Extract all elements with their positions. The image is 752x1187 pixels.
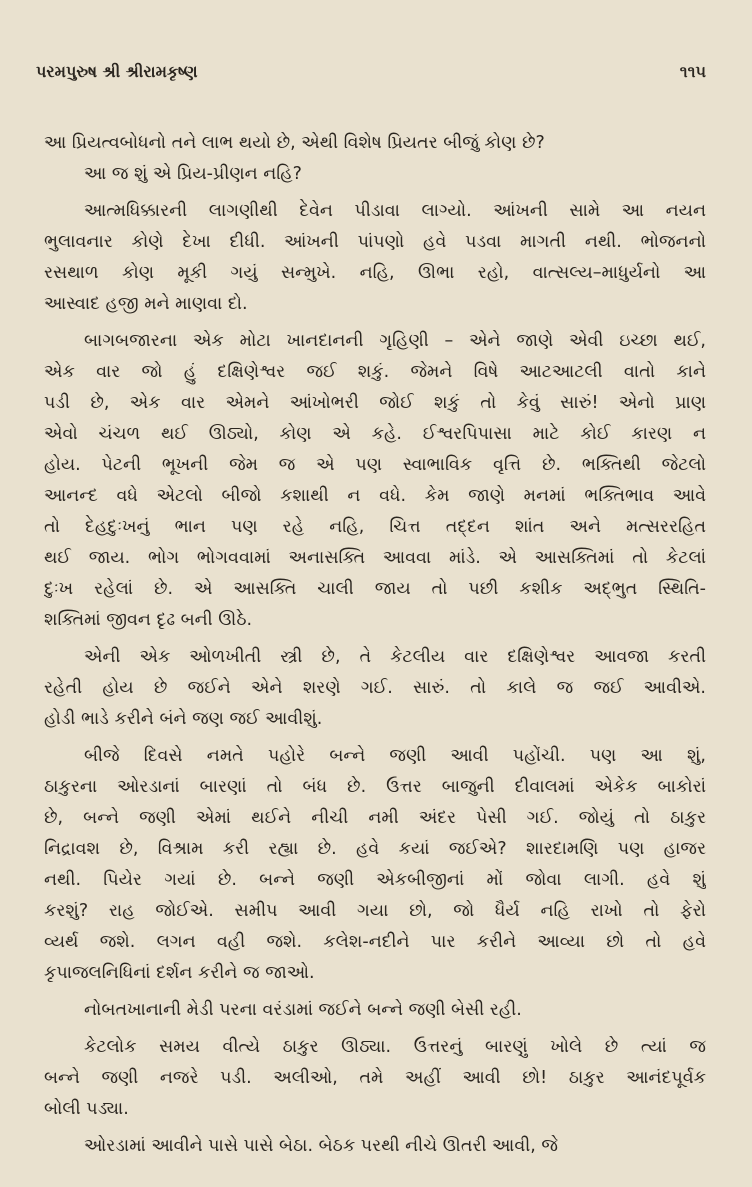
text-line: કેટલોક સમય વીત્યે ઠાકુર ઊઠ્યા. ઉત્તરનું બારણું ખોલે છે ત્યાં જ bbox=[84, 1037, 706, 1057]
text-line: ઠાકુરના ઓરડાનાં બારણાં તો બંધ છે. ઉત્તર બાજુની દીવાલમાં એકેક બાકોરાં bbox=[44, 777, 706, 797]
text-line: શક્તિમાં જીવન દૃઢ બની ઊઠે. bbox=[44, 610, 253, 630]
text-line: આત્મધિક્કારની લાગણીથી દેવેન પીડાવા લાગ્યો. આંખની સામે આ નયન bbox=[84, 201, 706, 221]
text-line: રહેતી હોય છે જઈને એને શરણે ગઈ. સારું. તો કાલે જ જઈ આવીએ. bbox=[44, 678, 706, 698]
text-line: આનન્દ વધે એટલો બીજો કશાથી ન વધે. કેમ જાણે મનમાં ભક્તિભાવ આવે bbox=[44, 486, 706, 506]
text-line: એક વાર જો હું દક્ષિણેશ્વર જઈ શકું. જેમને વિષે આટઆટલી વાતો કાને bbox=[44, 362, 706, 382]
text-line: ઓરડામાં આવીને પાસે પાસે બેઠા. બેઠક પરથી નીચે ઊતરી આવી, જે bbox=[84, 1136, 558, 1156]
text-line: રસથાળ કોણ મૂકી ગયું સન્મુખે. નહિ, ઊભા રહો, વાત્સલ્ય–માધુર્યનો આ bbox=[44, 263, 706, 283]
text-line: નથી. પિયેર ગયાં છે. બન્ને જણી એકબીજીનાં મોં જોવા લાગી. હવે શું bbox=[44, 870, 706, 890]
text-line: બન્ને જણી નજરે પડી. અલીઓ, તમે અહીં આવી છો! ઠાકુર આનંદપૂર્વક bbox=[44, 1068, 706, 1088]
text-line: છે, બન્ને જણી એમાં થઈને નીચી નમી અંદર પેસી ગઈ. જોયું તો ઠાકુર bbox=[44, 808, 706, 828]
text-line: આ પ્રિયત્વબોધનો તને લાભ થયો છે, એથી વિશેષ પ્રિયતર બીજું કોણ છે? bbox=[44, 133, 545, 153]
text-line: ભુલાવનાર કોણે દેખા દીધી. આંખની પાંપણો હવે પડવા માગતી નથી. ભોજનનો bbox=[44, 232, 706, 252]
text-line: એની એક ઓળખીતી સ્ત્રી છે, તે કેટલીય વાર દક્ષિણેશ્વર આવજા કરતી bbox=[84, 647, 706, 667]
text-line: હોડી ભાડે કરીને બંને જણ જઈ આવીશું. bbox=[44, 709, 323, 729]
text-line: બાગબજારના એક મોટા ખાનદાનની ગૃહિણી – એને જાણે એવી ઇચ્છા થઈ, bbox=[84, 331, 706, 351]
text-line: આસ્વાદ હજી મને માણવા દો. bbox=[44, 294, 248, 314]
text-line: એવો ચંચળ થઈ ઊઠ્યો, કોણ એ કહે. ઈશ્વરપિપાસા માટે કોઈ કારણ ન bbox=[44, 424, 706, 444]
text-line: બોલી પડ્યા. bbox=[44, 1099, 129, 1119]
text-line: પડી છે, એક વાર એમને આંખોભરી જોઈ શકું તો કેવું સારું! એનો પ્રાણ bbox=[44, 393, 706, 413]
running-header bbox=[36, 58, 706, 86]
text-line: તો દેહદુઃખનું ભાન પણ રહે નહિ, ચિત્ત તદ્દન શાંત અને મત્સરરહિત bbox=[44, 517, 706, 537]
text-line: નોબતખાનાની મેડી પરના વરંડામાં જઈને બન્ને જણી બેસી રહી. bbox=[84, 1000, 522, 1020]
text-line: આ જ શું એ પ્રિય-પ્રીણન નહિ? bbox=[84, 164, 302, 184]
text-line: દુઃખ રહેલાં છે. એ આસક્તિ ચાલી જાય તો પછી કશીક અદ્ભુત સ્થિતિ- bbox=[44, 579, 706, 599]
page-number: ૧૧૫ bbox=[679, 62, 706, 81]
text-line: થઈ જાય. ભોગ ભોગવવામાં અનાસક્તિ આવવા માંડે. એ આસક્તિમાં તો કેટલાં bbox=[44, 548, 706, 568]
page-body bbox=[44, 128, 706, 1162]
text-line: નિદ્રાવશ છે, વિશ્રામ કરી રહ્યા છે. હવે કયાં જઈએ? શારદામણિ પણ હાજર bbox=[44, 839, 706, 859]
text-line: કૃપાજલનિધિનાં દર્શન કરીને જ જાઓ. bbox=[44, 963, 315, 983]
text-line: બીજે દિવસે નમતે પહોરે બન્ને જણી આવી પહોંચી. પણ આ શું, bbox=[84, 746, 706, 766]
text-line: હોય. પેટની ભૂખની જેમ જ એ પણ સ્વાભાવિક વૃત્તિ છે. ભક્તિથી જેટલો bbox=[44, 455, 706, 475]
text-line: વ્યર્થ જશે. લગન વહી જશે. કલેશ-નદીને પાર કરીને આવ્યા છો તો હવે bbox=[44, 932, 706, 952]
running-title: પરમપુરુષ શ્રી શ્રીરામકૃષ્ણ bbox=[36, 62, 198, 81]
text-line: કરશું? રાહ જોઈએ. સમીપ આવી ગયા છો, જો ધૈર્ય નહિ રાખો તો ફેરો bbox=[44, 901, 706, 921]
